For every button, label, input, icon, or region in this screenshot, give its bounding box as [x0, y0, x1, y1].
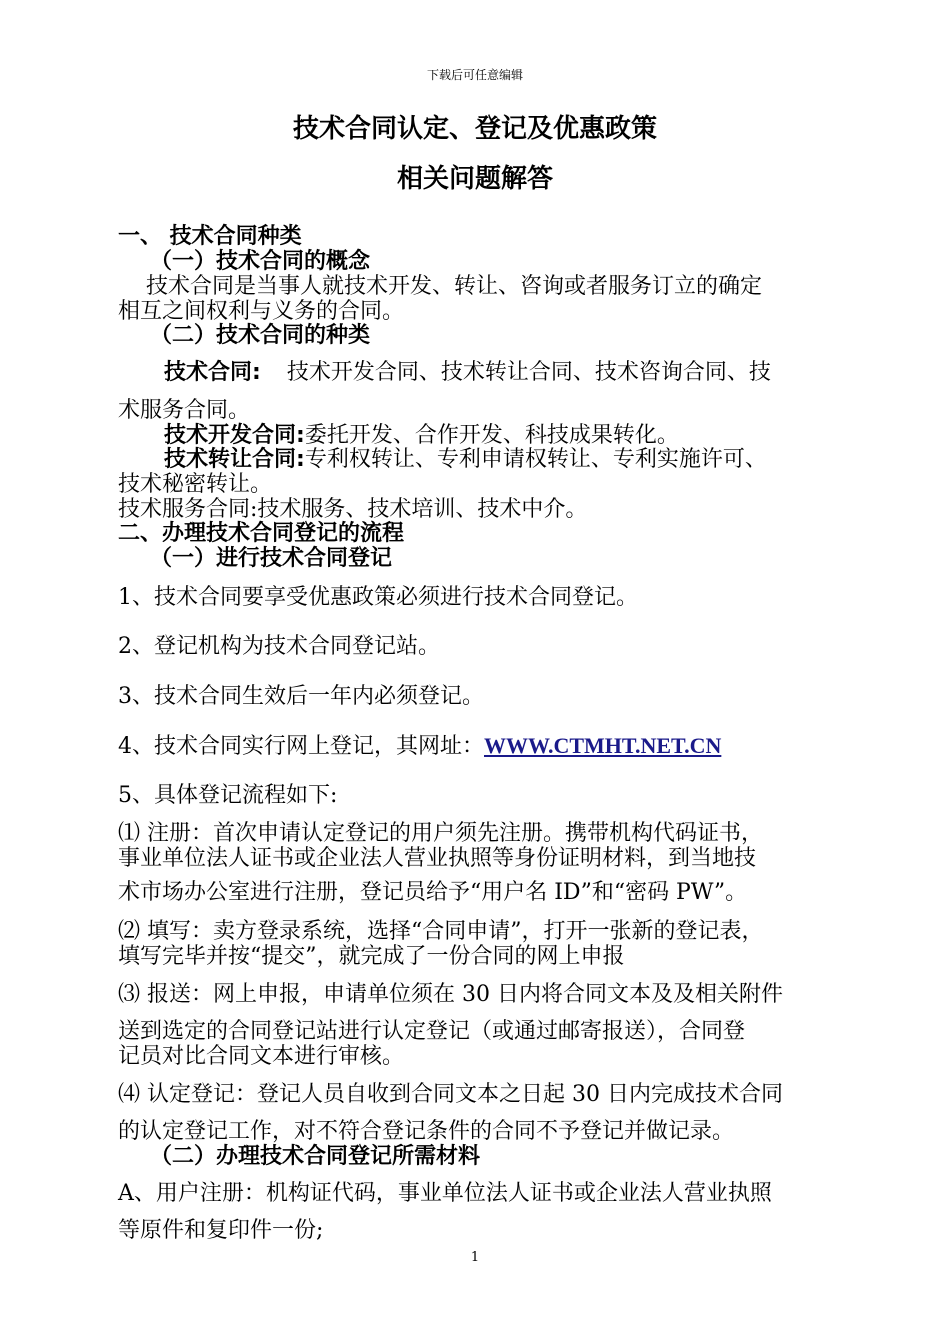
page-number: 1	[470, 1250, 480, 1265]
dev-contract-label: 技术开发合同:	[164, 423, 305, 448]
step2-line2: 填写完毕并按“提交”，就完成了一份合同的网上申报	[118, 944, 625, 969]
section1-subheading1: （一）技术合同的概念	[150, 249, 371, 274]
transfer-contract-label: 技术转让合同:	[164, 447, 305, 472]
dev-contract-text: 委托开发、合作开发、科技成果转化。	[304, 423, 679, 448]
section1-paragraph1-line1: 技术合同是当事人就技术开发、转让、咨询或者服务订立的确定	[146, 274, 763, 299]
step2-line1: ⑵ 填写：卖方登录系统，选择“合同申请”，打开一张新的登记表，	[118, 919, 764, 944]
step3-line3: 记员对比合同文本进行审核。	[118, 1044, 405, 1069]
contract-types-line1	[164, 360, 771, 386]
item-a-line1: A、用户注册：机构证代码，事业单位法人证书或企业法人营业执照	[118, 1181, 772, 1206]
list-item-1: 1、技术合同要享受优惠政策必须进行技术合同登记。	[118, 585, 638, 610]
contract-types-label: 技术合同:	[164, 360, 261, 385]
transfer-contract-text: 专利权转让、专利申请权转让、专利实施许可、	[304, 447, 767, 472]
section2-subheading2: （二）办理技术合同登记所需材料	[150, 1144, 481, 1169]
list-item-5: 5、具体登记流程如下:	[118, 783, 338, 808]
section1-subheading2: （二）技术合同的种类	[150, 323, 371, 348]
section2-heading: 二、办理技术合同登记的流程	[118, 521, 405, 546]
step3-line1: ⑶ 报送：网上申报，申请单位须在 30 日内将合同文本及及相关附件	[118, 982, 783, 1007]
item-a-line2: 等原件和复印件一份;	[118, 1218, 324, 1243]
section2-subheading1: （一）进行技术合同登记	[150, 546, 393, 571]
list-item-4	[118, 733, 721, 760]
document-title-line2: 相关问题解答	[396, 164, 553, 194]
transfer-contract-line1	[164, 447, 767, 473]
website-link[interactable]: WWW.CTMHT.NET.CN	[484, 733, 722, 758]
service-contract-line: 技术服务合同:技术服务、技术培训、技术中介。	[118, 497, 588, 522]
step4-line1: ⑷ 认定登记：登记人员自收到合同文本之日起 30 日内完成技术合同	[118, 1082, 783, 1107]
step1-line2: 事业单位法人证书或企业法人营业执照等身份证明材料，到当地技	[118, 846, 757, 871]
transfer-contract-line2: 技术秘密转让。	[118, 472, 273, 497]
contract-types-text: 技术开发合同、技术转让合同、技术咨询合同、技	[286, 360, 771, 385]
list-item-4-text: 4、技术合同实行网上登记，其网址：	[118, 734, 484, 759]
step1-line1: ⑴ 注册：首次申请认定登记的用户须先注册。携带机构代码证书，	[118, 821, 763, 846]
list-item-2: 2、登记机构为技术合同登记站。	[118, 634, 440, 659]
contract-types-line2: 术服务合同。	[118, 398, 251, 423]
step4-line2: 的认定登记工作，对不符合登记条件的合同不予登记并做记录。	[118, 1119, 735, 1144]
document-title-line1: 技术合同认定、登记及优惠政策	[292, 114, 657, 144]
list-item-3: 3、技术合同生效后一年内必须登记。	[118, 684, 484, 709]
step1-line3: 术市场办公室进行注册，登记员给予“用户名 ID”和“密码 PW”。	[118, 880, 748, 905]
section1-heading: 一、 技术合同种类	[118, 224, 302, 249]
section1-paragraph1-line2: 相互之间权利与义务的合同。	[118, 299, 405, 324]
step3-line2: 送到选定的合同登记站进行认定登记（或通过邮寄报送），合同登	[118, 1019, 746, 1044]
dev-contract-line	[164, 423, 679, 449]
page-header: 下载后可任意编辑	[426, 68, 523, 82]
